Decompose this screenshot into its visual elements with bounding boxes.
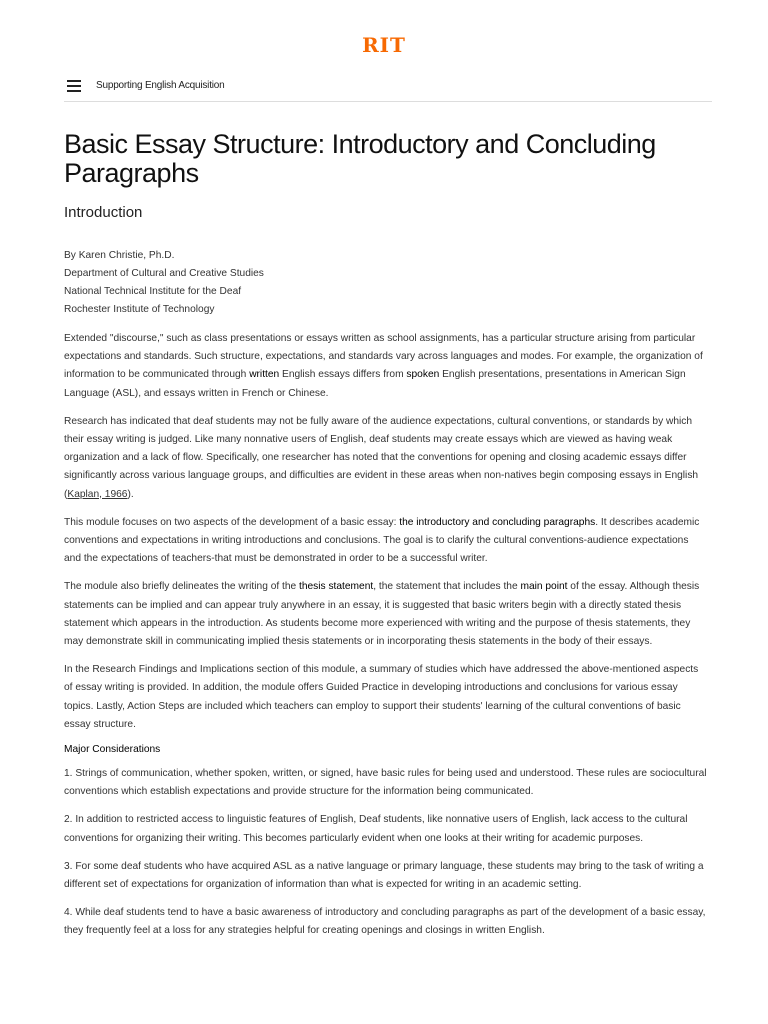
section-subtitle: Introduction: [64, 204, 143, 221]
byline-university: Rochester Institute of Technology: [64, 304, 215, 315]
citation-link-kaplan[interactable]: Kaplan, 1966: [67, 488, 128, 500]
paragraph-research: Research has indicated that deaf students may not be fully aware of the audience expectations, cultural conventions, or standards by which their essay writing is judged. Like many nonnative users of English, deaf students may create essays which are viewed as having weak organization and a lack of flow. Specifically, one researcher has noted that the conventions for opening and closing academic essays differ significantly across various language groups, and difficulties are evident in these areas when non-natives begin composing essays in English (Kaplan, 1966).: [64, 415, 699, 500]
top-navbar: [64, 70, 712, 102]
site-section-title[interactable]: Supporting English Acquisition: [96, 80, 225, 91]
emphasis-thesis-statement: thesis statement: [299, 581, 374, 593]
consideration-item: 4. While deaf students tend to have a basic awareness of introductory and concluding paragraphs as part of the development of a basic essay, they frequently feel at a loss for any strategies helpful for creating openings and closings in written English.: [64, 907, 706, 937]
emphasis-written: written: [249, 369, 280, 381]
paragraph-research-findings: In the Research Findings and Implications section of this module, a summary of studies which have addressed the above-mentioned aspects of essay writing is provided. In addition, the module offers Guided Practice in developing introductions and conclusions for various essay topics. Lastly, Action Steps are included which teachers can employ to support their students' learning of the cultural conventions of basic essay structure.: [64, 664, 699, 730]
byline-author: By Karen Christie, Ph.D.: [64, 250, 175, 261]
consideration-item: 1. Strings of communication, whether spoken, written, or signed, have basic rules for being used and understood. These rules are sociocultural conventions which establish expectations and provide structure for the information being communicated.: [64, 768, 707, 798]
section-heading-major-considerations: Major Considerations: [64, 744, 161, 756]
rit-logo[interactable]: RIT: [362, 33, 406, 57]
consideration-item: 3. For some deaf students who have acquired ASL as a native language or primary language, these students may bring to the task of writing a different set of expectations for organization of information than what is expected for writing in an academic setting.: [64, 860, 704, 891]
paragraph-thesis: The module also briefly delineates the writing of the thesis statement, the statement that includes the main point of the essay. Although thesis statements can be implied and can appear truly anywhere in an essay, it is suggested that basic writers begin with a directly stated thesis statement which appears in the introduction. As students become more experienced with writing and the purpose of thesis statements, they may demonstrate skill in communicating implied thesis statements or in incorporating thesis statements in the body of their essays.: [64, 581, 700, 648]
emphasis-main-point: main point: [520, 581, 568, 593]
emphasis-spoken: spoken: [406, 369, 440, 381]
author-byline: [64, 247, 708, 319]
page-title: Basic Essay Structure: Introductory and Concluding Paragraphs: [64, 129, 656, 188]
byline-department: Department of Cultural and Creative Studies: [64, 268, 264, 279]
article-content: [64, 130, 708, 951]
emphasis-intro-conclusion: the introductory and concluding paragraphs: [399, 516, 596, 528]
hamburger-menu-icon[interactable]: [67, 80, 81, 92]
paragraph-module-focus: This module focuses on two aspects of the development of a basic essay: the introductory and concluding paragraphs. It describes academic conventions and expectations in writing introductions and conclusions. The goal is to clarify the cultural conventions-audience expectations and the expectations of teachers-that must be demonstrated in order to be a successful writer.: [64, 516, 700, 565]
consideration-item: 2. In addition to restricted access to linguistic features of English, Deaf students, like nonnative users of English, lack access to the cultural conventions for organizing their writing. This becomes particularly evident when one looks at their writing for academic purposes.: [64, 814, 688, 844]
byline-institute: National Technical Institute for the Deaf: [64, 286, 242, 297]
paragraph-discourse: Extended "discourse," such as class presentations or essays written as school assignments, has a particular structure arising from particular expectations and standards. Such structure, expectations, and standards vary across languages and modes. For example, the organization of information to be communicated through written English essays differs from spoken English presentations, presentations in American Sign Language (ASL), and essays written in French or Chinese.: [64, 333, 703, 399]
